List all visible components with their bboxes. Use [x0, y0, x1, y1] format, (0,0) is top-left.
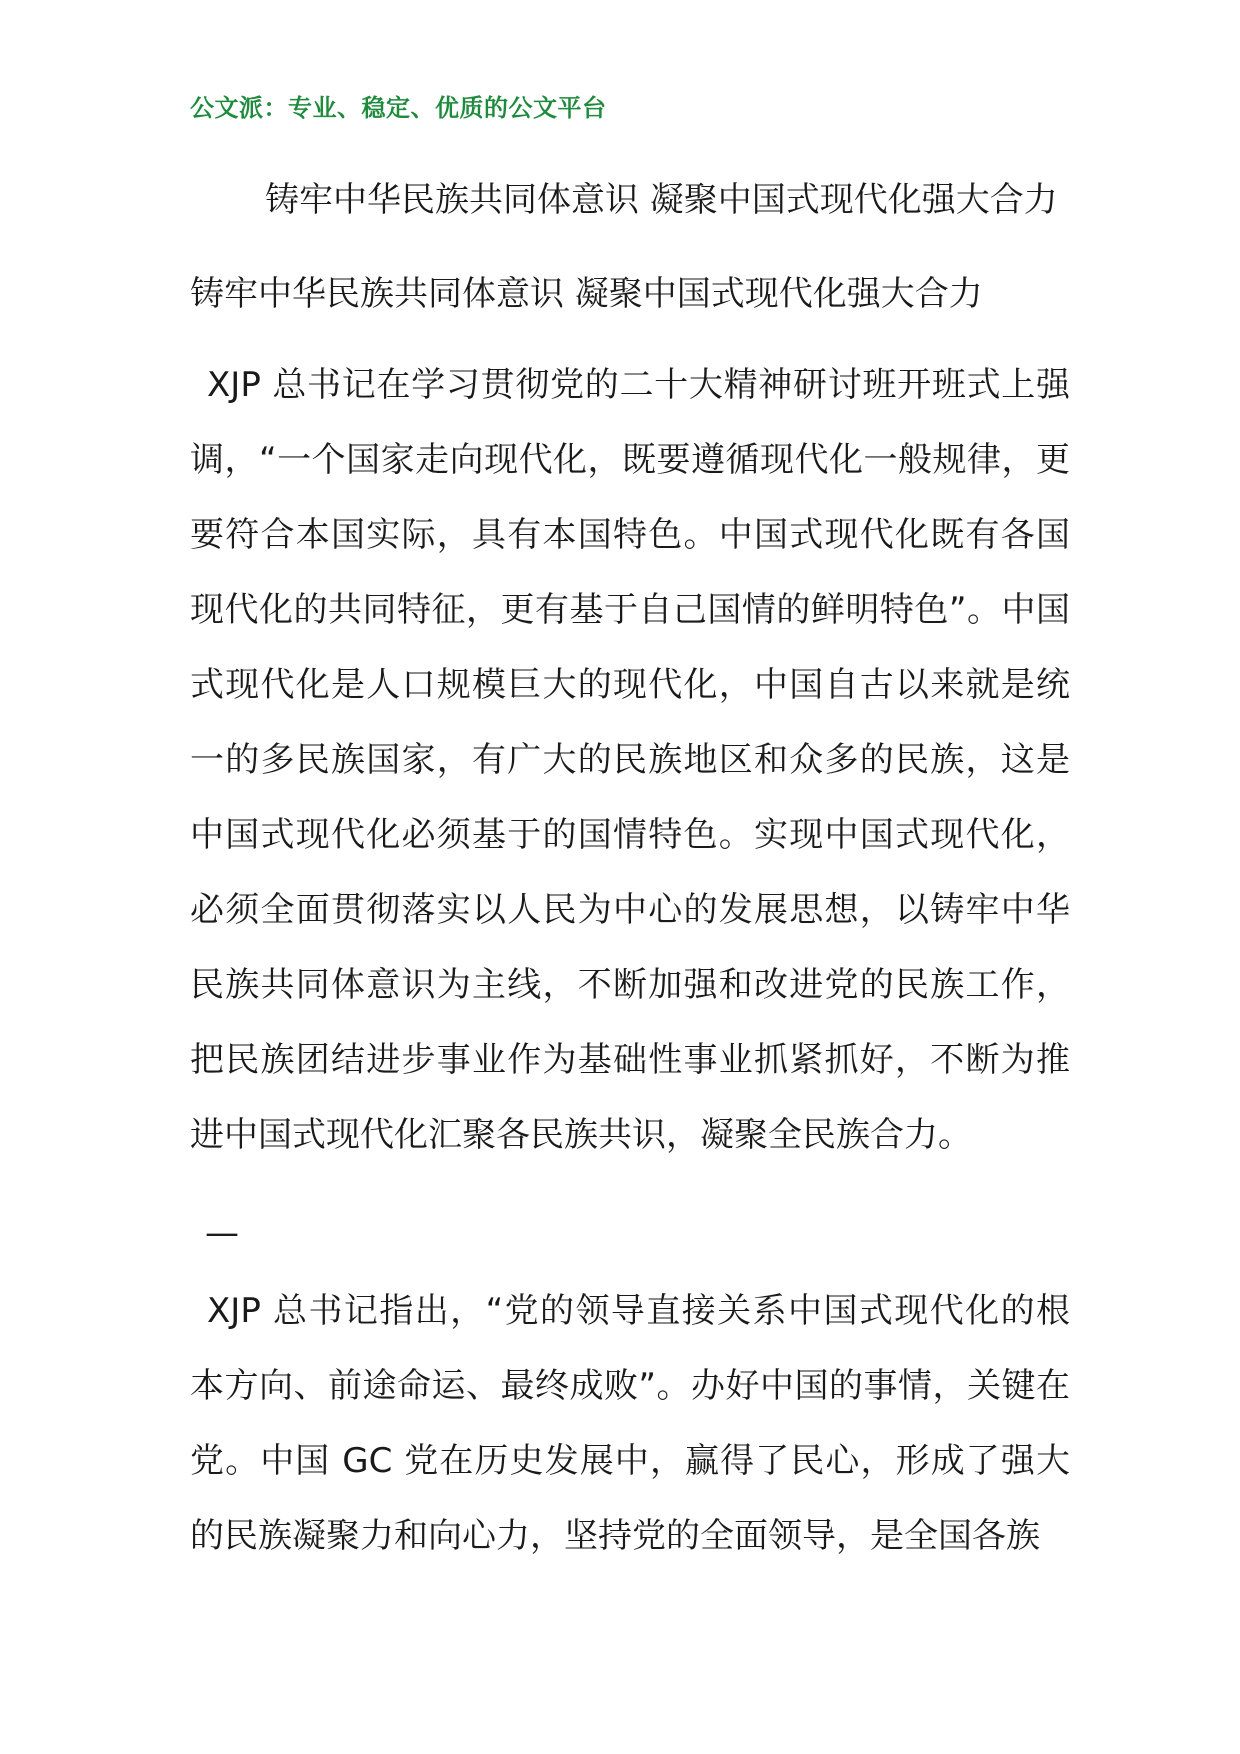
- header-brand: 公文派：专业、稳定、优质的公文平台: [190, 93, 607, 122]
- body-paragraph: XJP 总书记在学习贯彻党的二十大精神研讨班开班式上强调，“一个国家走向现代化，既要遵循现代化一般规律，更要符合本国实际，具有本国特色。中国式现代化既有各国现代化的共同特征，更有基于自己国情的鲜明特色”。中国式现代化是人口规模巨大的现代化，中国自古以来就是统一的多民族国家，有广大的民族地区和众多的民族，这是中国式现代化必须基于的国情特色。实现中国式现代化，必须全面贯彻落实以人民为中心的发展思想，以铸牢中华民族共同体意识为主线，不断加强和改进党的民族工作，把民族团结进步事业作为基础性事业抓紧抓好，不断为推进中国式现代化汇聚各民族共识，凝聚全民族合力。: [190, 365, 1070, 1155]
- document-title: 铸牢中华民族共同体意识 凝聚中国式现代化强大合力: [265, 180, 1058, 220]
- body-paragraph: XJP 总书记指出，“党的领导直接关系中国式现代化的根本方向、前途命运、最终成败”。办好中国的事情，关键在党。中国 GC 党在历史发展中，赢得了民心，形成了强大的民族凝聚力和向心力，坚持党的全面领导，是全国各族: [190, 1291, 1070, 1556]
- section-mark: —: [205, 1213, 239, 1253]
- document-subtitle: 铸牢中华民族共同体意识 凝聚中国式现代化强大合力: [190, 274, 983, 314]
